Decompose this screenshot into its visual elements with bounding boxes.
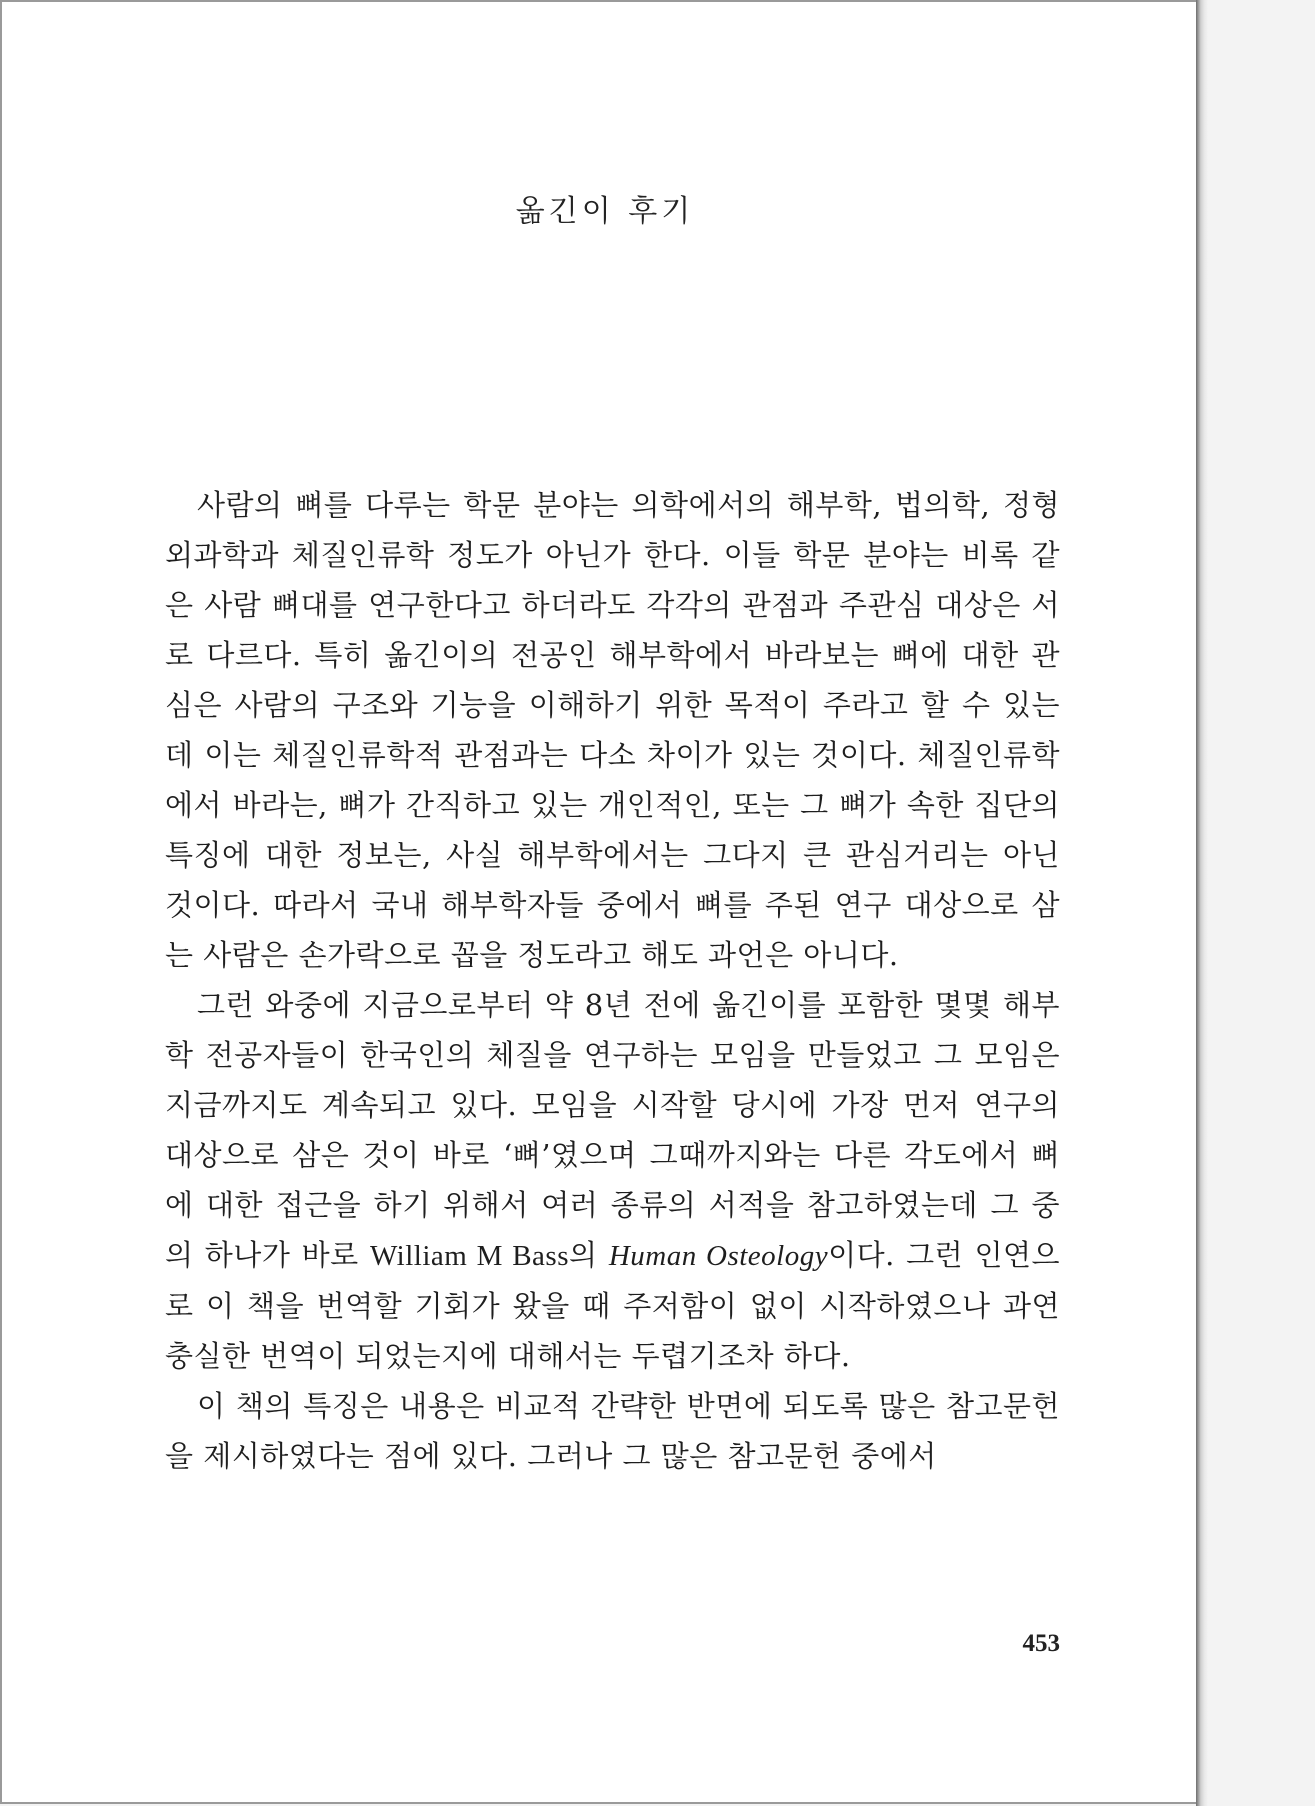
page-number: 453 [1022,1630,1060,1657]
paragraph-2 [165,980,1060,1381]
page-edge-shadow [1196,0,1208,1806]
paragraph-2-lead: 그런 와중에 지금으로부터 약 8년 전에 옮긴이를 포함한 몇몇 해부학 전공자들이 한국인의 체질을 연구하는 모임을 만들었고 그 모임은 지금까지도 계속되고 있다. 모임을 시작할 당시에 가장 먼저 연구의 대상으로 삼은 것이 바로 ‘뼈’였으며 그때까지와는 다른 각도에서 뼈에 대한 접근을 하기 위해서 여러 종류의 서적을 참고하였는데 그 중의 하나가 바로 [165,988,1060,1272]
paragraph-1: 사람의 뼈를 다루는 학문 분야는 의학에서의 해부학, 법의학, 정형외과학과 체질인류학 정도가 아닌가 한다. 이들 학문 분야는 비록 같은 사람 뼈대를 연구한다고 하더라도 각각의 관점과 주관심 대상은 서로 다르다. 특히 옮긴이의 전공인 해부학에서 바라보는 뼈에 대한 관심은 사람의 구조와 기능을 이해하기 위한 목적이 주라고 할 수 있는데 이는 체질인류학적 관점과는 다소 차이가 있는 것이다. 체질인류학에서 바라는, 뼈가 간직하고 있는 개인적인, 또는 그 뼈가 속한 집단의 특징에 대한 정보는, 사실 해부학에서는 그다지 큰 관심거리는 아닌 것이다. 따라서 국내 해부학자들 중에서 뼈를 주된 연구 대상으로 삼는 사람은 손가락으로 꼽을 정도라고 해도 과언은 아니다. [165,488,1060,972]
body-text [165,480,1060,1481]
paragraph-3: 이 책의 특징은 내용은 비교적 간략한 반면에 되도록 많은 참고문헌을 제시하였다는 점에 있다. 그러나 그 많은 참고문헌 중에서 [165,1389,1060,1473]
page-title: 옮긴이 후기 [515,194,695,229]
author-name: William M Bass [369,1240,570,1272]
possessive-particle: 의 [569,1238,609,1272]
book-title: Human Osteology [608,1240,829,1272]
paragraph-2-tail: 이다. 그런 인연으로 이 책을 번역할 기회가 왔을 때 주저함이 없이 시작하였으나 과연 충실한 번역이 되었는지에 대해서는 두렵기조차 하다. [165,1238,1060,1373]
